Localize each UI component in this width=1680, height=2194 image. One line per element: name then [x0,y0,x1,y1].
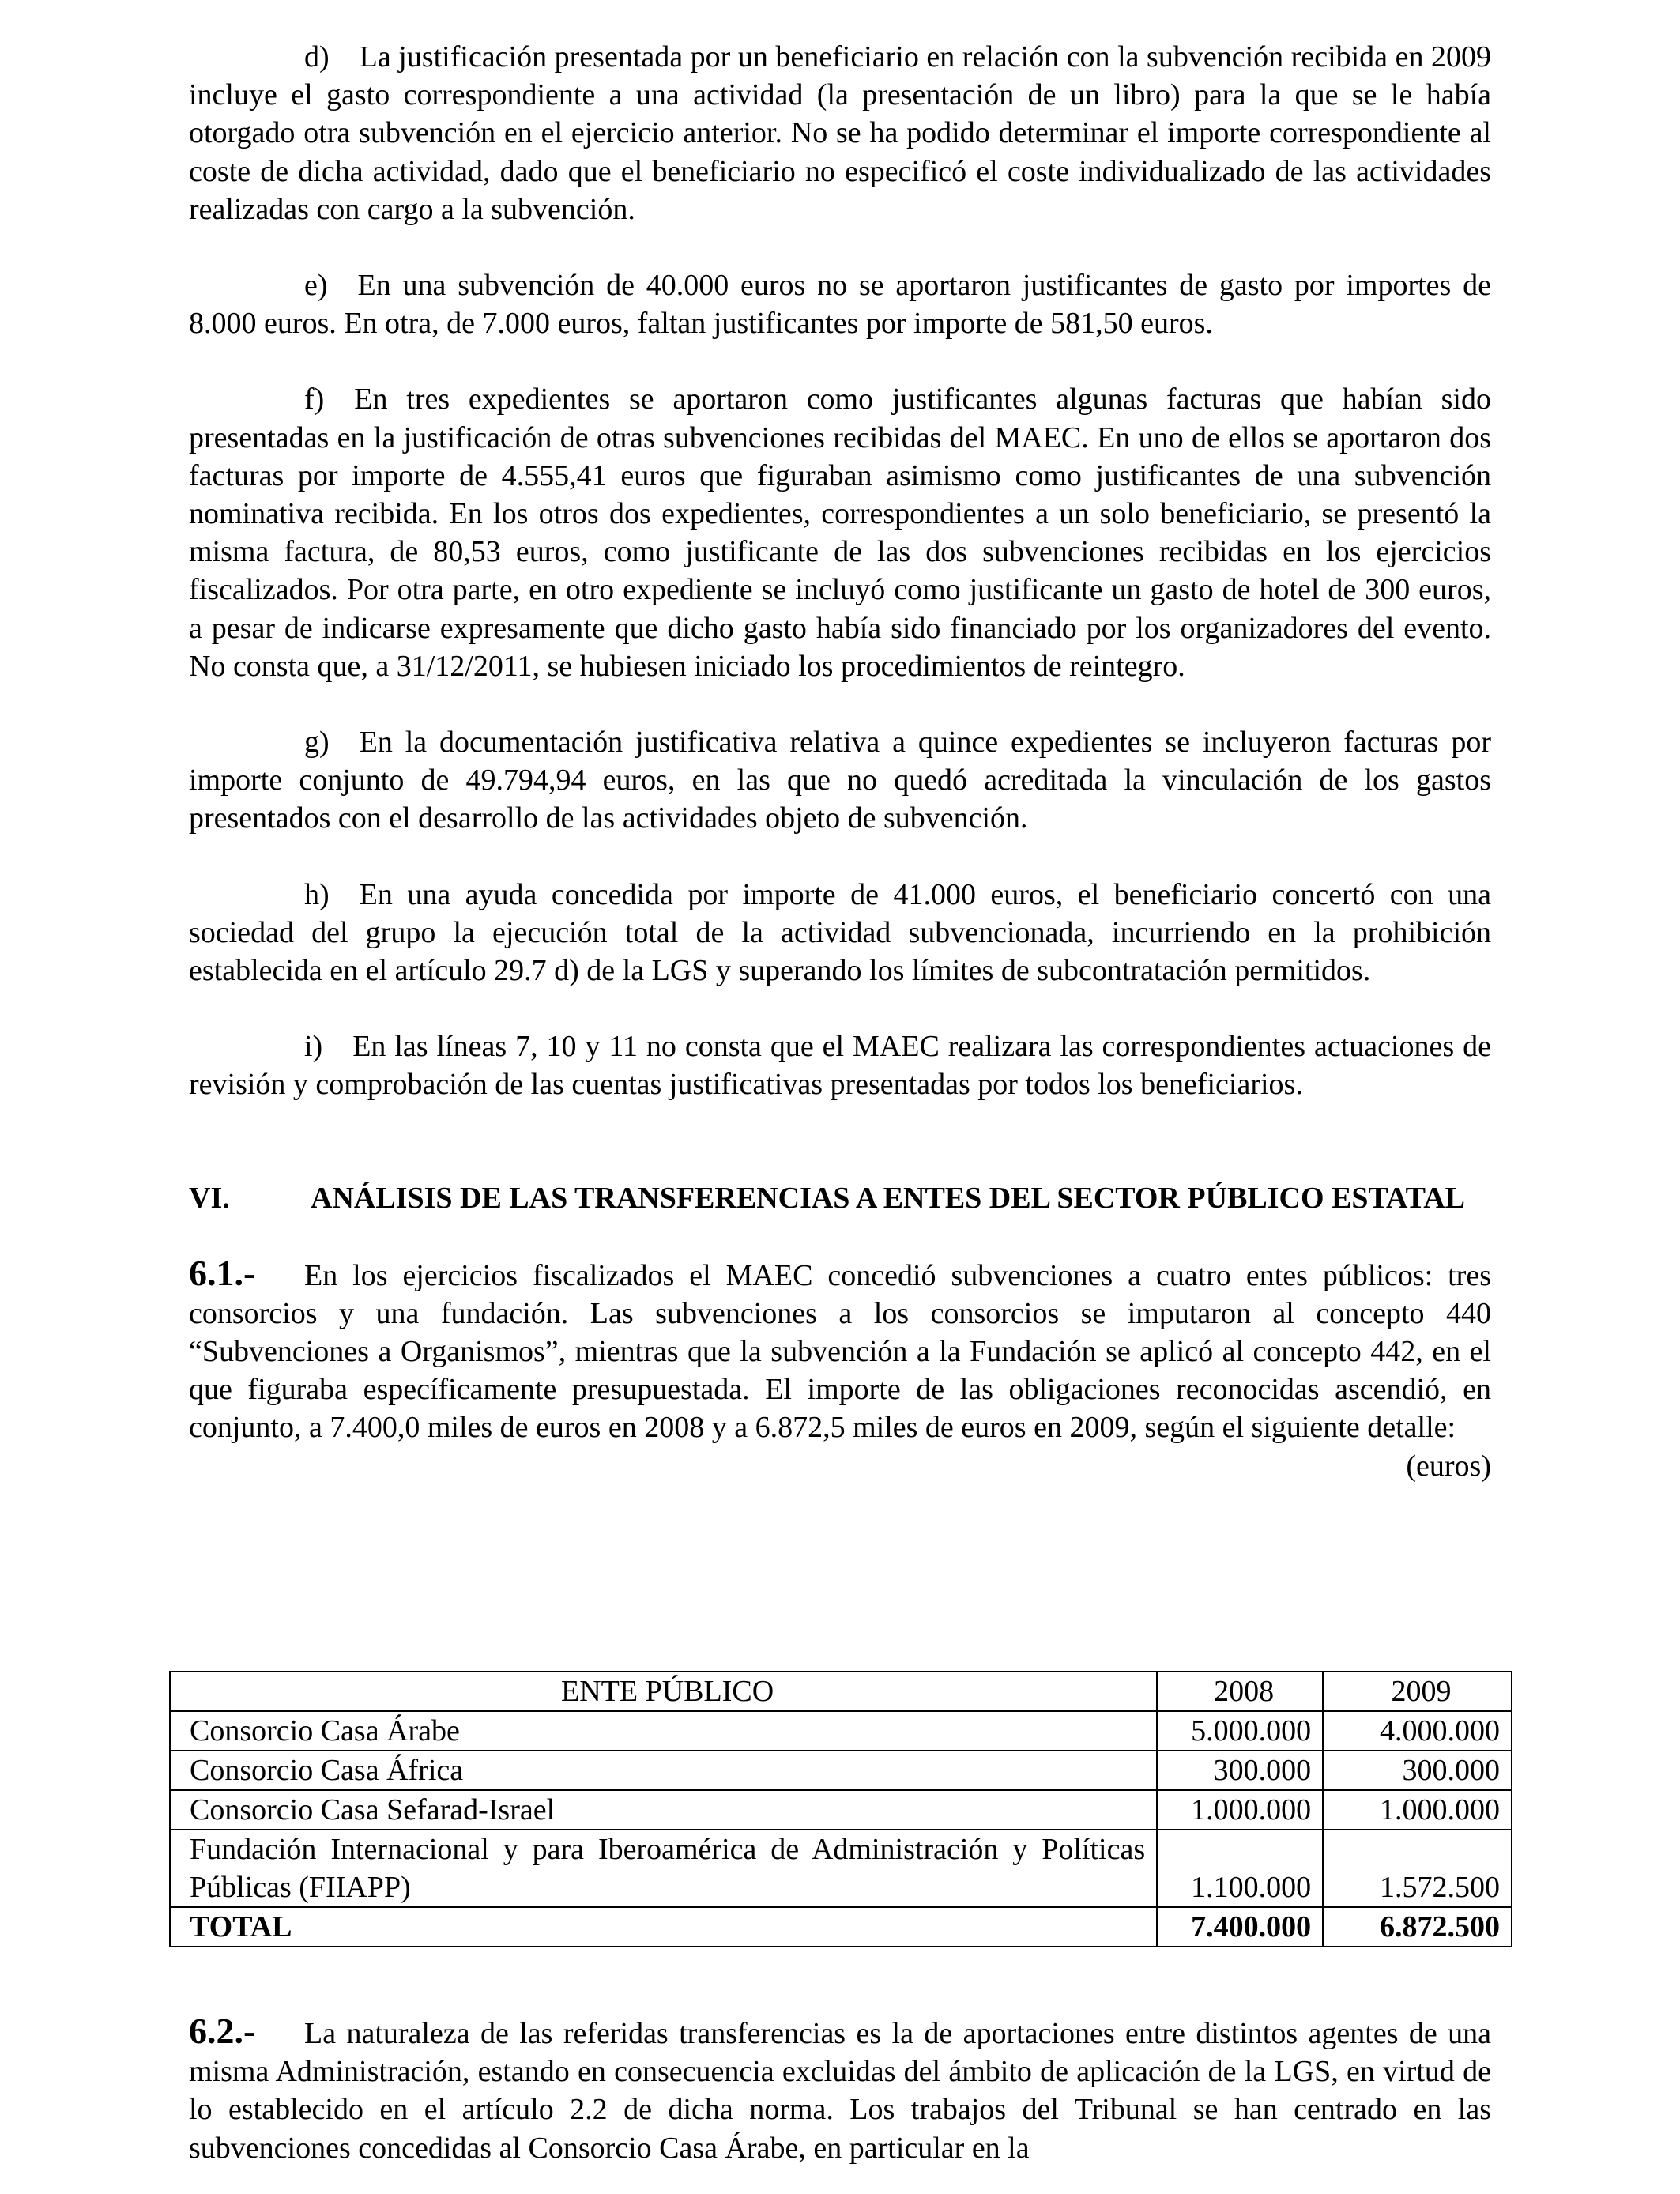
total-2008: 7.400.000 [1157,1907,1323,1947]
row-2008: 300.000 [1157,1751,1323,1790]
row-name: Consorcio Casa Árabe [170,1711,1157,1751]
section-heading [189,1179,1491,1217]
row-2009: 4.000.000 [1323,1711,1512,1751]
section-6-2-number: 6.2.- [189,2011,256,2051]
paragraph-f: f) En tres expedientes se aportaron como justificantes algunas facturas que habían sido presentadas en la justificación de otras subvenciones recibidas del MAEC. En uno de ellos se aportaron dos facturas por importe de 4.555,41 euros que figuraban asimismo como justificantes de una subvención nominativa recibida. En los otros dos expedientes, correspondientes a un solo beneficiario, se presentó la misma factura, de 80,53 euros, como justificante de las dos subvenciones recibidas en los ejercicios fiscalizados. Por otra parte, en otro expediente se incluyó como justificante un gasto de hotel de 300 euros, a pesar de indicarse expresamente que dicho gasto había sido financiado por los organizadores del evento. No consta que, a 31/12/2011, se hubiesen iniciado los procedimientos de reintegro. [189,383,1491,683]
paragraph-g: g) En la documentación justificativa relativa a quince expedientes se incluyeron facturas por importe conjunto de 49.794,94 euros, en las que no quedó acreditada la vinculación de los gastos presentados con el desarrollo de las actividades objeto de subvención. [189,726,1491,835]
header-2009: 2009 [1323,1672,1512,1711]
section-6-2-block [189,2012,1491,2167]
header-2008: 2008 [1157,1672,1323,1711]
table-total-row [170,1907,1512,1947]
section-6-2 [189,2012,1491,2167]
row-2008: 5.000.000 [1157,1711,1323,1751]
paragraph-h: h) En una ayuda concedida por importe de 41.000 euros, el beneficiario concertó con una sociedad del grupo la ejecución total de la actividad subvencionada, incurriendo en la prohibición establecida en el artículo 29.7 d) de la LGS y superando los límites de subcontratación permitidos. [189,877,1491,988]
section-6-1-text: En los ejercicios fiscalizados el MAEC concedió subvenciones a cuatro entes públicos: tres consorcios y una fundación. Las subvenciones a los consorcios se imputaron al concepto 440 “Subvenciones a Organismos”, mientras que la subvención a la Fundación se aplicó al concepto 442, en el que figuraba específicamente presupuestada. El importe de las obligaciones reconocidas ascendió, en conjunto, a 7.400,0 miles de euros en 2008 y a 6.872,5 miles de euros en 2009, según el siguiente detalle: [189,1258,1491,1445]
header-ente: ENTE PÚBLICO [170,1672,1157,1711]
section-6-2-text: La naturaleza de las referidas transferencias es la de aportaciones entre distintos agentes de una misma Administración, estando en consecuencia excluidas del ámbito de aplicación de la LGS, en virtud de lo establecido en el artículo 2.2 de dicha norma. Los trabajos del Tribunal se han centrado en las subvenciones concedidas al Consorcio Casa Árabe, en particular en la [189,2017,1491,2165]
row-name: Fundación Internacional y para Iberoamérica de Administración y Políticas Públicas (FIIAPP) [170,1830,1157,1907]
section-number: VI. [189,1181,230,1215]
row-2008: 1.000.000 [1157,1790,1323,1830]
table-unit: (euros) [1406,1449,1491,1483]
paragraph-i: i) En las líneas 7, 10 y 11 no consta que el MAEC realizara las correspondientes actuaciones de revisión y comprobación de las cuentas justificativas presentadas por todos los beneficiarios. [189,1030,1491,1102]
table-row [170,1711,1512,1751]
table-row [170,1751,1512,1790]
section-6-1 [189,1254,1491,1447]
table-row [170,1830,1512,1907]
row-2009: 1.000.000 [1323,1790,1512,1830]
paragraph-d: d) La justificación presentada por un beneficiario en relación con la subvención recibida en 2009 incluye el gasto correspondiente a una actividad (la presentación de un libro) para la que se le había otorgado otra subvención en el ejercicio anterior. No se ha podido determinar el importe correspondiente al coste de dicha actividad, dado que el beneficiario no especificó el coste individualizado de las actividades realizadas con cargo a la subvención. [189,40,1491,226]
body-column [189,38,1491,1485]
row-2009: 1.572.500 [1323,1830,1512,1907]
total-label: TOTAL [170,1907,1157,1947]
row-2008: 1.100.000 [1157,1830,1323,1907]
transfers-table [169,1671,1512,1947]
row-name: Consorcio Casa África [170,1751,1157,1790]
table-row [170,1790,1512,1830]
paragraph-e: e) En una subvención de 40.000 euros no se aportaron justificantes de gasto por importes de 8.000 euros. En otra, de 7.000 euros, faltan justificantes por importe de 581,50 euros. [189,269,1491,341]
section-6-1-number: 6.1.- [189,1252,256,1293]
table-header-row [170,1672,1512,1711]
total-2009: 6.872.500 [1323,1907,1512,1947]
row-name: Consorcio Casa Sefarad-Israel [170,1790,1157,1830]
row-2009: 300.000 [1323,1751,1512,1790]
section-title: ANÁLISIS DE LAS TRANSFERENCIAS A ENTES DEL SECTOR PÚBLICO ESTATAL [311,1181,1465,1215]
